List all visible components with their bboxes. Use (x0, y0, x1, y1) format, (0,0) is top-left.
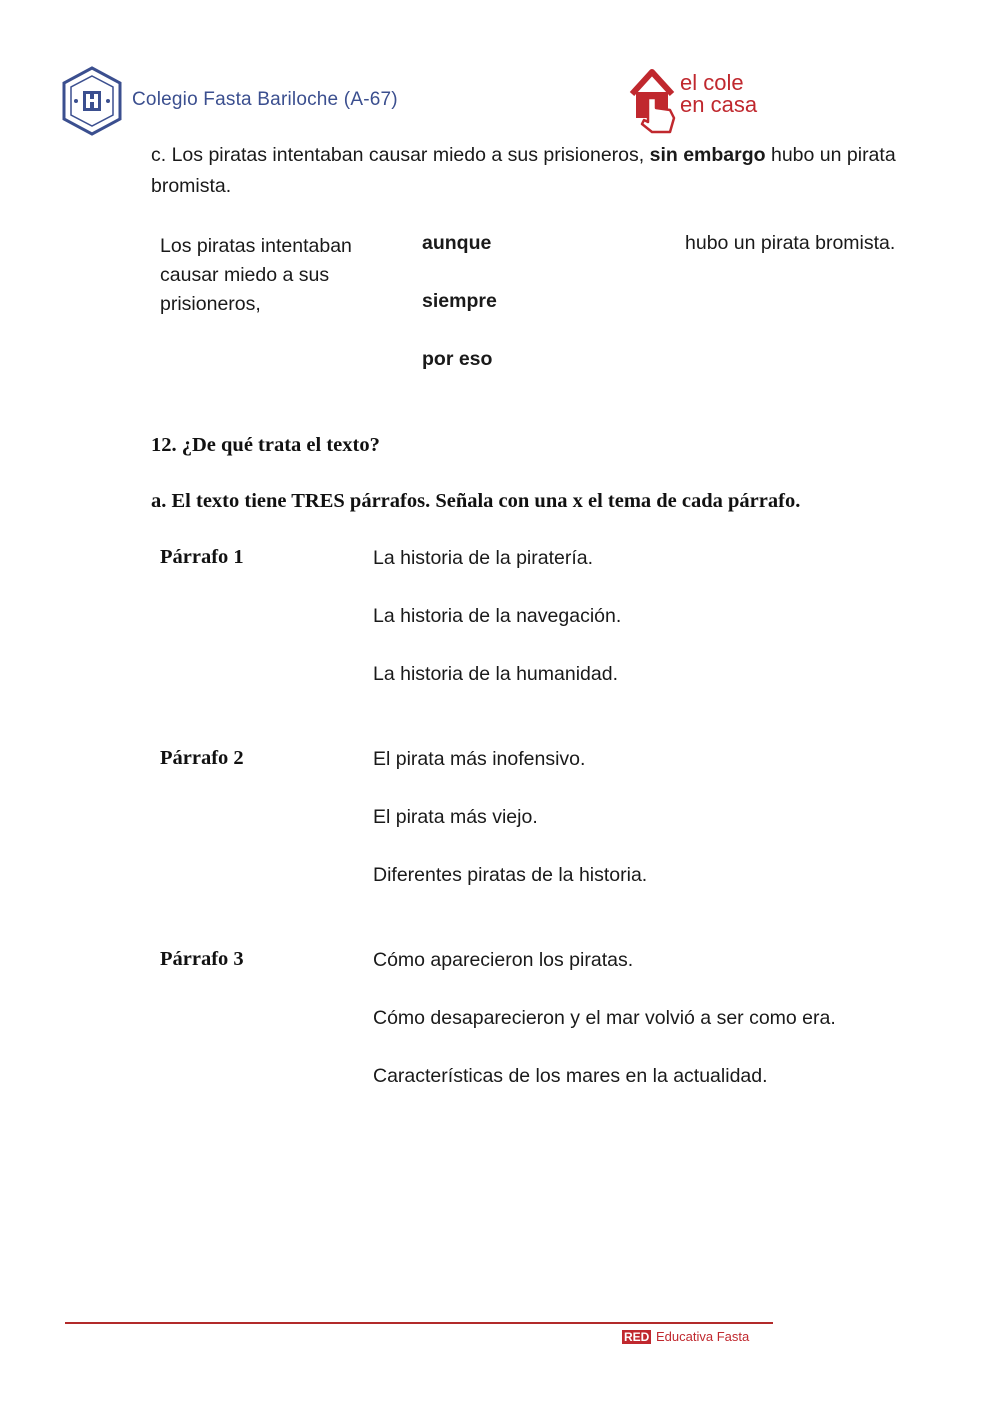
item-c-suffix: hubo un pirata bromista. (151, 144, 896, 197)
school-name: Colegio Fasta Bariloche (A-67) (132, 89, 398, 110)
item-c-right-cell: hubo un pirata bromista. (685, 232, 896, 254)
question-12-instruction: a. El texto tiene TRES párrafos. Señala con una x el tema de cada párrafo. (151, 490, 801, 512)
school-seal-logo (60, 66, 124, 136)
footer-red-tag: RED (624, 1330, 650, 1344)
paragraph-2-option[interactable]: El pirata más viejo. (373, 806, 538, 828)
paragraph-3-label: Párrafo 3 (160, 948, 244, 970)
paragraph-1-option[interactable]: La historia de la navegación. (373, 605, 622, 627)
footer-network-name: Educativa Fasta (656, 1329, 750, 1344)
paragraph-1-label: Párrafo 1 (160, 546, 244, 568)
paragraph-2-option[interactable]: El pirata más inofensivo. (373, 748, 586, 770)
paragraph-1-option[interactable]: La historia de la humanidad. (373, 663, 618, 685)
paragraph-2-option[interactable]: Diferentes piratas de la historia. (373, 864, 648, 886)
paragraph-1-option[interactable]: La historia de la piratería. (373, 547, 594, 569)
el-cole-en-casa-logo (626, 64, 682, 134)
footer-divider (65, 1322, 773, 1324)
item-c-prefix: c. Los piratas intentaban causar miedo a sus prisioneros, (151, 144, 650, 166)
item-c-left-cell: Los piratas intentaban causar miedo a sus prisioneros, (160, 235, 352, 315)
item-c-sentence (151, 140, 941, 202)
connector-option[interactable]: aunque (422, 232, 492, 254)
item-c-bold: sin embargo (649, 144, 766, 166)
cole-line-2: en casa (680, 92, 758, 117)
connector-option[interactable]: siempre (422, 290, 497, 312)
cole-line-1: el cole (680, 70, 744, 95)
paragraph-3-option[interactable]: Cómo desaparecieron y el mar volvió a ser como era. (373, 1007, 836, 1029)
paragraph-3-option[interactable]: Características de los mares en la actualidad. (373, 1065, 768, 1087)
question-12-title: 12. ¿De qué trata el texto? (151, 434, 380, 456)
el-cole-en-casa-text (680, 72, 757, 116)
connector-option[interactable]: por eso (422, 348, 493, 370)
paragraph-3-option[interactable]: Cómo aparecieron los piratas. (373, 949, 634, 971)
paragraph-2-label: Párrafo 2 (160, 747, 244, 769)
